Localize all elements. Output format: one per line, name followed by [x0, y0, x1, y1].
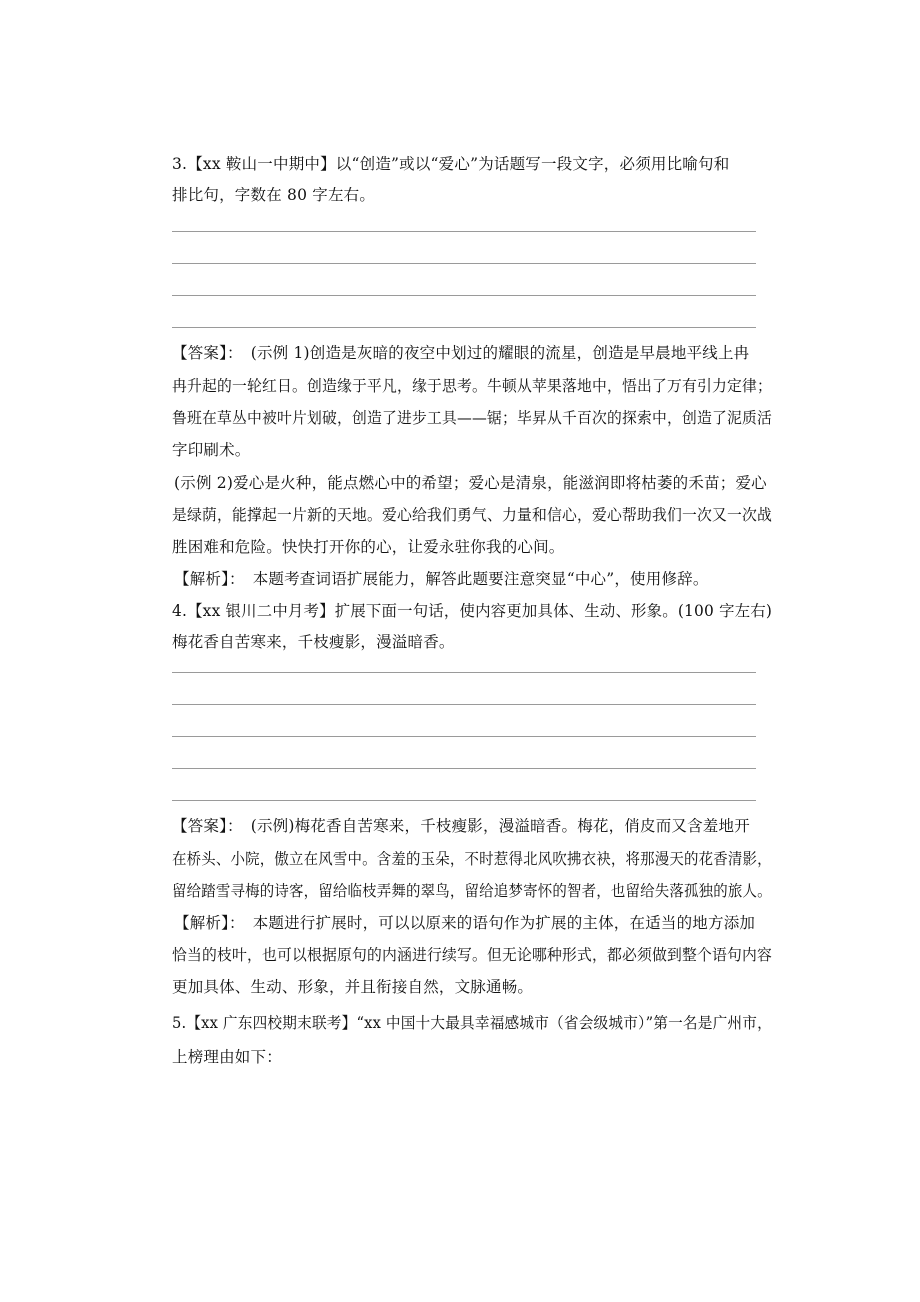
q4-answer-rule-4 — [172, 768, 756, 769]
q4-answer-line-1: 【答案】： (示例)梅花香自苦寒来，千枝瘦影，漫溢暗香。梅花，俏皮而又含羞地开 — [172, 817, 750, 835]
q3-answer-line-1: 【答案】： (示例 1)创造是灰暗的夜空中划过的耀眼的流星，创造是早晨地平线上冉 — [172, 344, 750, 362]
q3-answer-rule-2 — [172, 263, 756, 264]
q4-analysis-line-2: 恰当的枝叶，也可以根据原句的内涵进行续写。但无论哪种形式，都必须做到整个语句内容 — [172, 946, 773, 964]
q5-prompt-line-2: 上榜理由如下： — [172, 1048, 282, 1066]
q4-answer-rule-1 — [172, 672, 756, 673]
q3-answer-line-4: 字印刷术。 — [172, 441, 251, 459]
q3-answer-line-3: 鲁班在草丛中被叶片划破，创造了进步工具——锯；毕昇从千百次的探索中，创造了泥质活 — [172, 409, 773, 427]
q4-prompt-line-2: 梅花香自苦寒来，千枝瘦影，漫溢暗香。 — [172, 633, 455, 651]
q4-answer-rule-2 — [172, 704, 756, 705]
q3-answer-line-6: 是绿荫，能撑起一片新的天地。爱心给我们勇气、力量和信心，爱心帮助我们一次又一次战 — [172, 506, 773, 524]
q3-analysis: 【解析】： 本题考查词语扩展能力，解答此题要注意突显“中心”，使用修辞。 — [174, 570, 709, 588]
q4-answer-rule-3 — [172, 736, 756, 737]
q4-answer-rule-5 — [172, 800, 756, 801]
q3-answer-rule-3 — [172, 295, 756, 296]
q3-answer-line-5: (示例 2)爱心是火种，能点燃心中的希望；爱心是清泉，能滋润即将枯萎的禾苗；爱心 — [174, 474, 767, 492]
q4-prompt-line-1: 4.【xx 银川二中月考】扩展下面一句话，使内容更加具体、生动、形象。(100 字左右) — [172, 602, 773, 620]
q3-answer-line-7: 胜困难和危险。快快打开你的心，让爱永驻你我的心间。 — [172, 538, 565, 556]
q5-prompt-line-1: 5.【xx 广东四校期末联考】“xx 中国十大最具幸福感城市（省会级城市）”第一名是广州市， — [172, 1014, 772, 1032]
q4-answer-line-2: 在桥头、小院，傲立在风雪中。含羞的玉朵，不时惹得北风吹拂衣袂，将那漫天的花香清影， — [172, 850, 772, 868]
q4-analysis-line-1: 【解析】： 本题进行扩展时，可以以原来的语句作为扩展的主体，在适当的地方添加 — [174, 914, 756, 932]
q3-answer-rule-1 — [172, 231, 756, 232]
q3-prompt-line-2: 排比句，字数在 80 字左右。 — [172, 186, 376, 204]
q4-analysis-line-3: 更加具体、生动、形象，并且衔接自然，文脉通畅。 — [172, 978, 534, 996]
q3-answer-rule-4 — [172, 327, 756, 328]
q3-answer-line-2: 冉升起的一轮红日。创造缘于平凡，缘于思考。牛顿从苹果落地中，悟出了万有引力定律； — [172, 377, 773, 395]
q4-answer-line-3: 留给踏雪寻梅的诗客，留给临枝弄舞的翠鸟，留给追梦寄怀的智者，也留给失落孤独的旅人。 — [172, 882, 772, 900]
q3-prompt-line-1: 3.【xx 鞍山一中期中】以“创造”或以“爱心”为话题写一段文字，必须用比喻句和 — [172, 155, 730, 173]
